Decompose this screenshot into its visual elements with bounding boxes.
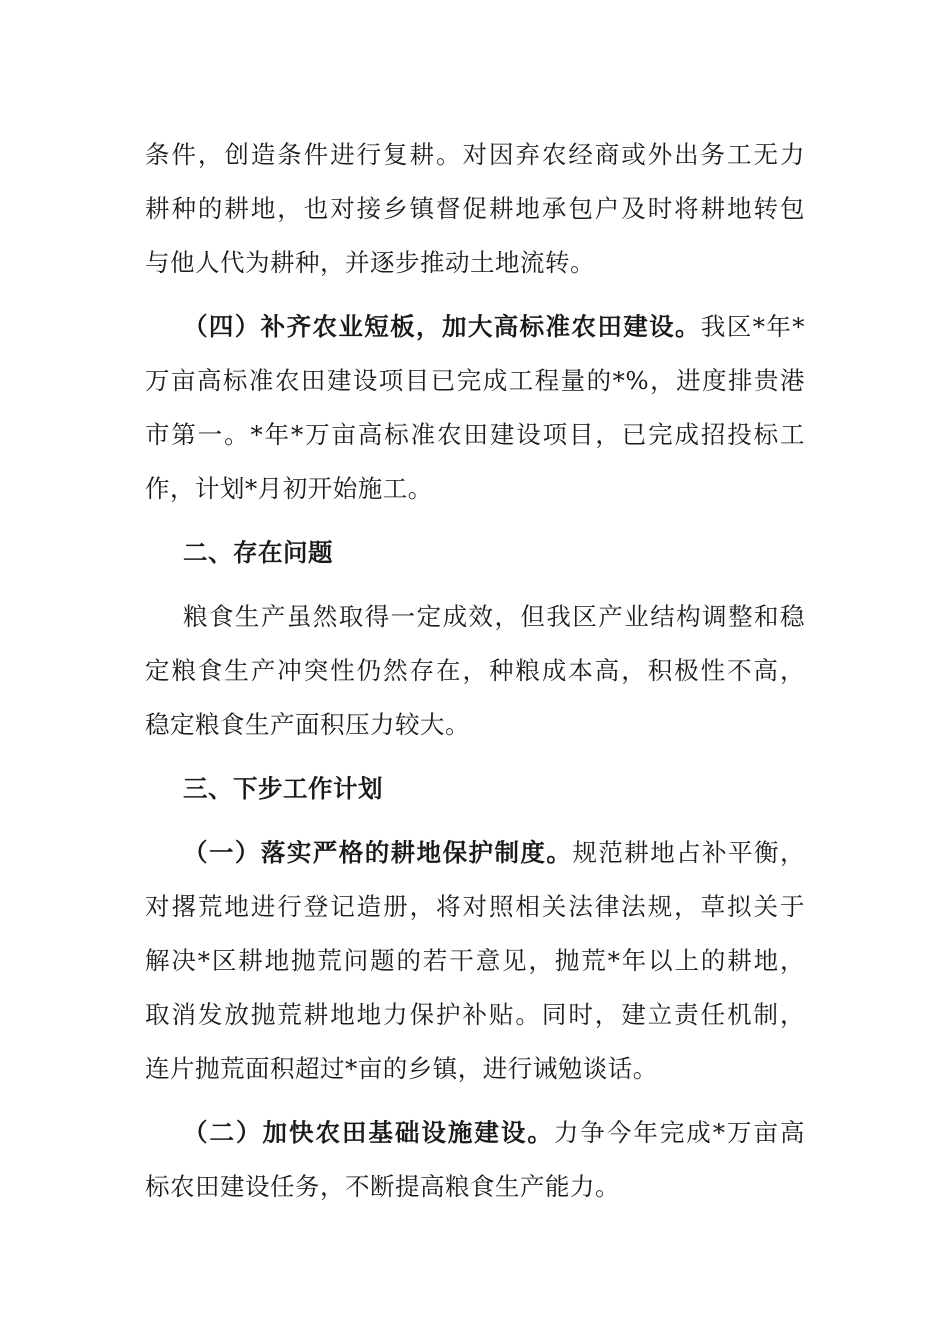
text-line: 稳定粮食生产面积压力较大。 [145,710,470,739]
text-line: 对撂荒地进行登记造册，将对照相关法律法规，草拟关于 [145,892,805,921]
text-line: 耕种的耕地，也对接乡镇督促耕地承包户及时将耕地转包 [145,194,805,223]
paragraph-farmland-protection [145,826,805,1096]
section-heading-next-steps: 三、下步工作计划 [183,774,383,803]
text-line: 取消发放抛荒耕地地力保护补贴。同时，建立责任机制， [145,1000,805,1029]
text-run: 规范耕地占补平衡， [572,838,806,867]
text-line [145,826,805,880]
text-line: 连片抛荒面积超过*亩的乡镇，进行诫勉谈话。 [145,1054,658,1083]
paragraph-lead-heading: （二）加快农田基础设施建设。 [183,1118,554,1147]
paragraph-farmland-construction [145,300,805,516]
text-line: 作，计划*月初开始施工。 [145,474,433,503]
text-line: 条件，创造条件进行复耕。对因弃农经商或外出务工无力 [145,140,805,169]
text-line: 标农田建设任务，不断提高粮食生产能力。 [145,1172,620,1201]
paragraph-continuation [145,128,805,290]
text-line: 市第一。*年*万亩高标准农田建设项目，已完成招投标工 [145,420,805,449]
section-heading-problems: 二、存在问题 [183,538,333,567]
text-line: 与他人代为耕种，并逐步推动土地流转。 [145,248,595,277]
text-line: 解决*区耕地抛荒问题的若干意见，抛荒*年以上的耕地， [145,946,805,975]
text-line [145,300,805,354]
paragraph-infrastructure [145,1106,805,1214]
text-run: 力争今年完成*万亩高 [553,1118,806,1147]
text-line: 定粮食生产冲突性仍然存在，种粮成本高，积极性不高， [145,656,805,685]
text-line: 粮食生产虽然取得一定成效，但我区产业结构调整和稳 [183,602,805,631]
paragraph-problems [145,590,805,752]
paragraph-lead-heading: （一）落实严格的耕地保护制度。 [183,838,573,867]
text-run: 我区*年* [700,312,806,341]
document-page [145,128,805,1214]
text-line [145,1106,805,1160]
paragraph-lead-heading: （四）补齐农业短板，加大高标准农田建设。 [183,312,701,341]
text-line: 万亩高标准农田建设项目已完成工程量的*%，进度排贵港 [145,366,805,395]
